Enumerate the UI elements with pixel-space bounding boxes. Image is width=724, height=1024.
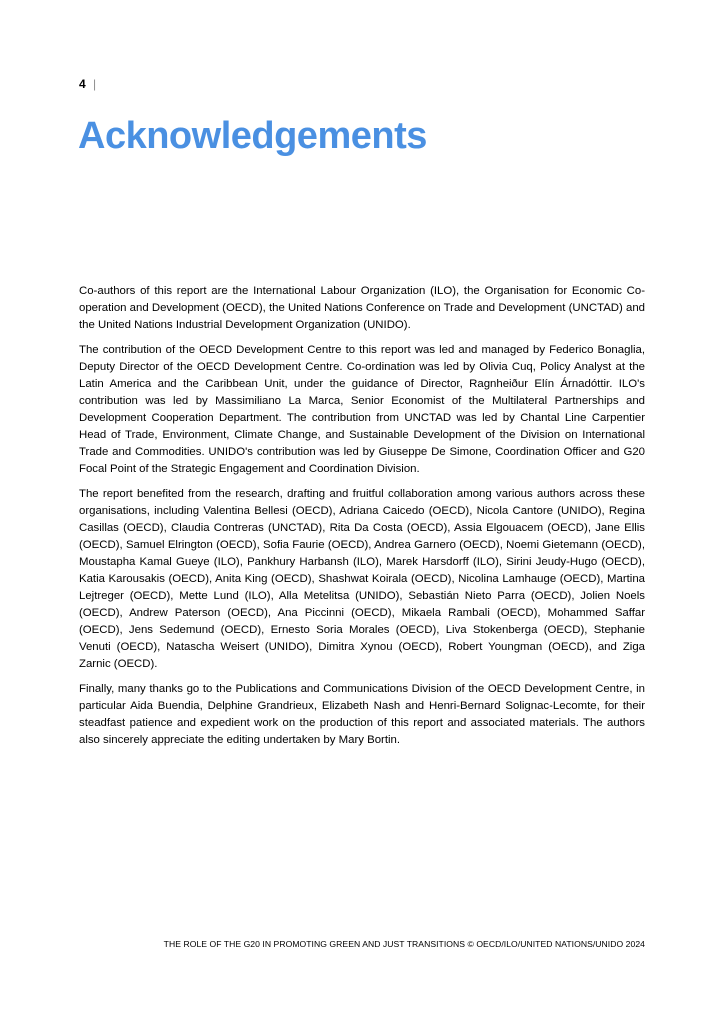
page-title: Acknowledgements	[78, 115, 427, 157]
page-footer: THE ROLE OF THE G20 IN PROMOTING GREEN AND JUST TRANSITIONS © OECD/ILO/UNITED NATIONS/UNIDO 2024	[163, 939, 645, 949]
body-text	[79, 283, 645, 757]
page-number-separator: |	[93, 77, 97, 91]
paragraph-coauthors: Co-authors of this report are the International Labour Organization (ILO), the Organisation for Economic Co-operation and Development (OECD), the United Nations Conference on Trade and Development (UNCTAD) and the United Nations Industrial Development Organization (UNIDO).	[79, 285, 645, 331]
paragraph-authors: The report benefited from the research, drafting and fruitful collaboration among various authors across these organisations, including Valentina Bellesi (OECD), Adriana Caicedo (OECD), Nicola Cantore (UNIDO), Regina Casillas (OECD), Claudia Contreras (UNCTAD), Rita Da Costa (OECD), Assia Elgouacem (OECD), Jane Ellis (OECD), Samuel Elrington (OECD), Sofia Faurie (OECD), Andrea Garnero (OECD), Noemi Gietemann (OECD), Moustapha Kamal Gueye (ILO), Pankhury Harbansh (ILO), Marek Harsdorff (ILO), Sirini Jeudy-Hugo (OECD), Katia Karousakis (OECD), Anita King (OECD), Shashwat Koirala (OECD), Nicolina Lamhauge (OECD), Martina Lejtreger (OECD), Mette Lund (ILO), Alla Metelitsa (UNIDO), Sebastián Nieto Parra (OECD), Jolien Noels (OECD), Andrew Paterson (OECD), Ana Piccinni (OECD), Mikaela Rambali (OECD), Mohammed Saffar (OECD), Jens Sedemund (OECD), Ernesto Soria Morales (OECD), Liva Stokenberga (OECD), Stephanie Venuti (OECD), Natascha Weisert (UNIDO), Dimitra Xynou (OECD), Robert Youngman (OECD), and Ziga Zarnic (OECD).	[79, 488, 645, 670]
page-header	[79, 77, 96, 91]
paragraph-thanks: Finally, many thanks go to the Publications and Communications Division of the OECD Development Centre, in particular Aida Buendia, Delphine Grandrieux, Elizabeth Nash and Henri-Bernard Solignac-Lecomte, for their steadfast patience and expedient work on the production of this report and associated materials. The authors also sincerely appreciate the editing undertaken by Mary Bortin.	[79, 683, 645, 746]
paragraph-contributions: The contribution of the OECD Development Centre to this report was led and managed by Federico Bonaglia, Deputy Director of the OECD Development Centre. Co-ordination was led by Olivia Cuq, Policy Analyst at the Latin America and the Caribbean Unit, under the guidance of Director, Ragnheiður Elín Árnadóttir. ILO's contribution was led by Massimiliano La Marca, Senior Economist of the Multilateral Partnerships and Development Cooperation Department. The contribution from UNCTAD was led by Chantal Line Carpentier Head of Trade, Environment, Climate Change, and Sustainable Development of the Division on International Trade and Commodities. UNIDO's contribution was led by Giuseppe De Simone, Coordination Officer and G20 Focal Point of the Strategic Engagement and Coordination Division.	[79, 344, 645, 475]
page-number: 4	[79, 77, 86, 91]
